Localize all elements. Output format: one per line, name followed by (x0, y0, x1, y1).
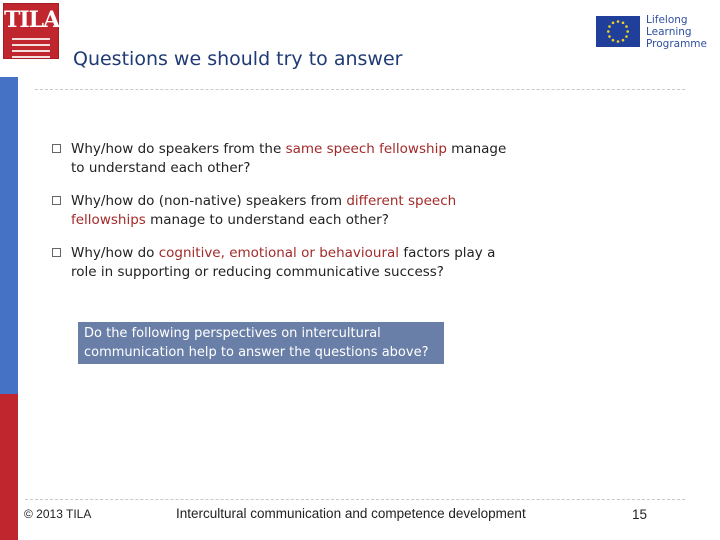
side-bar-red (0, 394, 18, 540)
llp-line-1: Lifelong (646, 14, 688, 26)
question-item (51, 244, 511, 282)
eu-flag-icon (596, 16, 640, 47)
page-number: 15 (632, 507, 648, 522)
question-item (51, 140, 511, 178)
lifelong-learning-programme-logo (646, 14, 707, 50)
question-text-part: manage to understand each other? (145, 212, 389, 228)
footer-course-title: Intercultural communication and competence development (176, 506, 526, 521)
question-text-part: Why/how do (71, 245, 159, 261)
tila-logo-lines (8, 34, 54, 62)
question-text-part: manage to understand each other? (71, 141, 507, 176)
question-text-part: Why/how do speakers from the (71, 141, 286, 157)
question-list (51, 140, 511, 296)
question-item (51, 192, 511, 230)
question-text-part: factors play a role in supporting or reducing communicative success? (71, 245, 496, 280)
llp-line-3: Programme (646, 38, 707, 50)
question-text-highlight: cognitive, emotional or behavioural (158, 245, 400, 261)
llp-line-2: Learning (646, 26, 692, 38)
question-text-part: Why/how do (non-native) speakers from (71, 193, 347, 209)
bullet-box-icon (52, 248, 61, 257)
footer-copyright: © 2013 TILA (24, 507, 92, 521)
question-text-highlight: same speech fellowship (285, 141, 447, 157)
callout-box: Do the following perspectives on intercultural communication help to answer the questions above? (78, 322, 444, 364)
bullet-box-icon (52, 196, 61, 205)
slide-title: Questions we should try to answer (73, 48, 403, 70)
question-text-highlight: different speech fellowships (71, 193, 457, 228)
tila-logo-word: TILA (4, 7, 60, 33)
side-bar-blue (0, 77, 18, 394)
tila-logo (3, 3, 59, 59)
bullet-box-icon (52, 144, 61, 153)
footer-divider (25, 499, 685, 500)
title-divider (35, 89, 685, 90)
